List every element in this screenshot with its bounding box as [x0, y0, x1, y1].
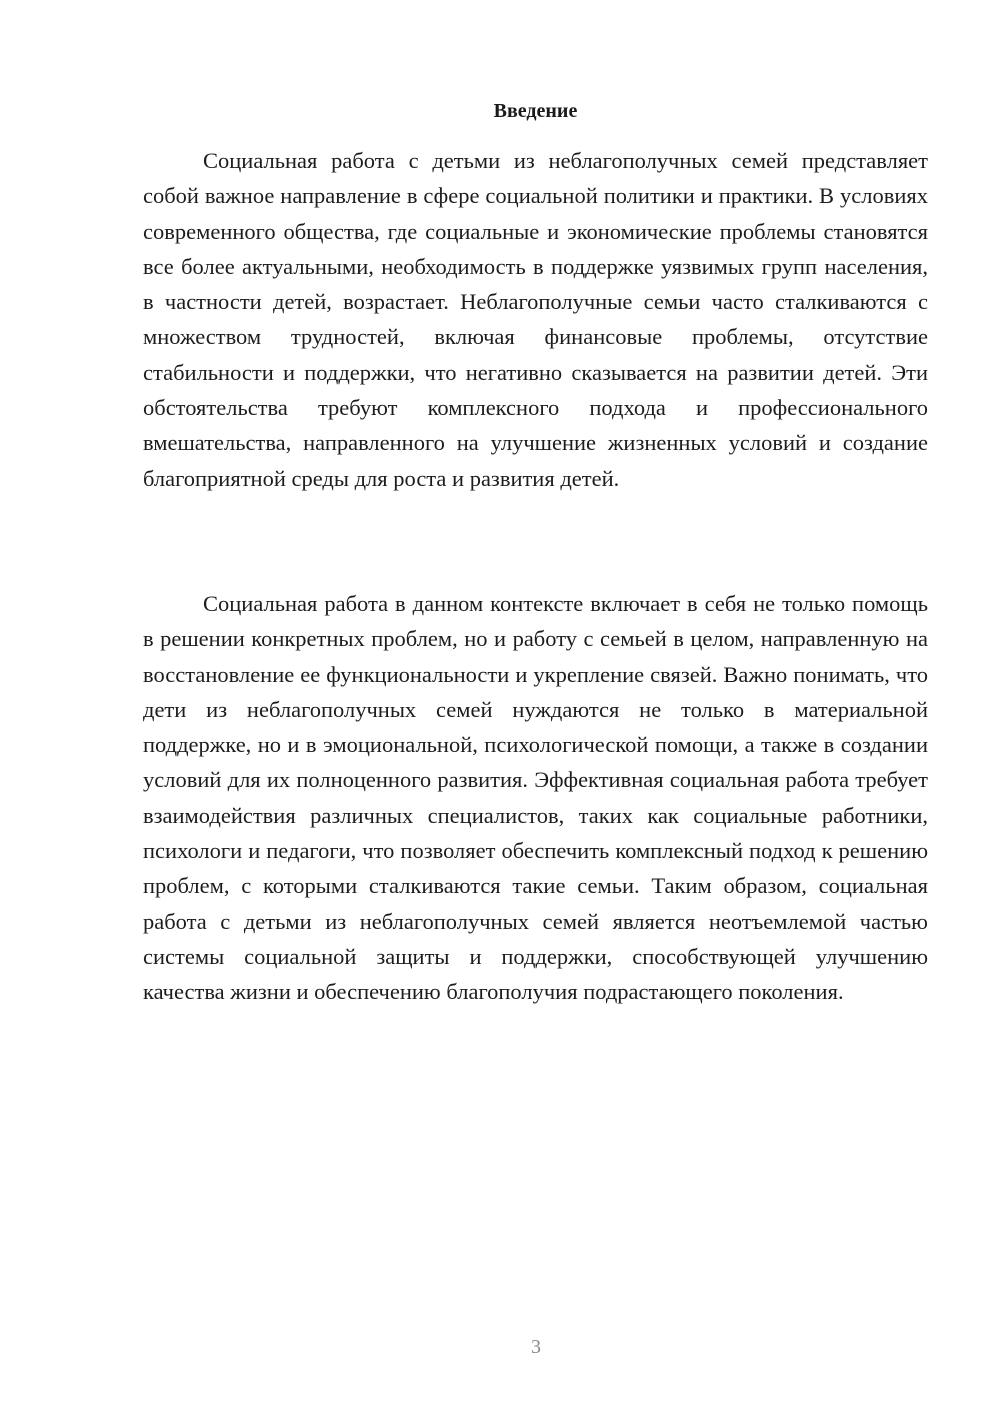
section-heading: Введение: [493, 100, 578, 122]
paragraph-1: Социальная работа с детьми из неблагополучных семей представляет собой важное направление в сфере социальной политики и практики. В условиях современного общества, где социальные и экономические проблемы становятся все более актуальными, необходимость в поддержке уязвимых групп населения, в частности детей, возрастает. Неблагополучные семьи часто сталкиваются с множеством трудностей, включая финансовые проблемы, отсутствие стабильности и поддержки, что негативно сказывается на развитии детей. Эти обстоятельства требуют комплексного подхода и профессионального вмешательства, направленного на улучшение жизненных условий и создание благоприятной среды для роста и развития детей.: [143, 148, 928, 491]
page-number: 3: [531, 1336, 541, 1358]
paragraph-2: Социальная работа в данном контексте включает в себя не только помощь в решении конкретных проблем, но и работу с семьей в целом, направленную на восстановление ее функциональности и укрепление связей. Важно понимать, что дети из неблагополучных семей нуждаются не только в материальной поддержке, но и в эмоциональной, психологической помощи, а также в создании условий для их полноценного развития. Эффективная социальная работа требует взаимодействия различных специалистов, таких как социальные работники, психологи и педагоги, что позволяет обеспечить комплексный подход к решению проблем, с которыми сталкиваются такие семьи. Таким образом, социальная работа с детьми из неблагополучных семей является неотъемлемой частью системы социальной защиты и поддержки, способствующей улучшению качества жизни и обеспечению благополучия подрастающего поколения.: [143, 591, 928, 1005]
